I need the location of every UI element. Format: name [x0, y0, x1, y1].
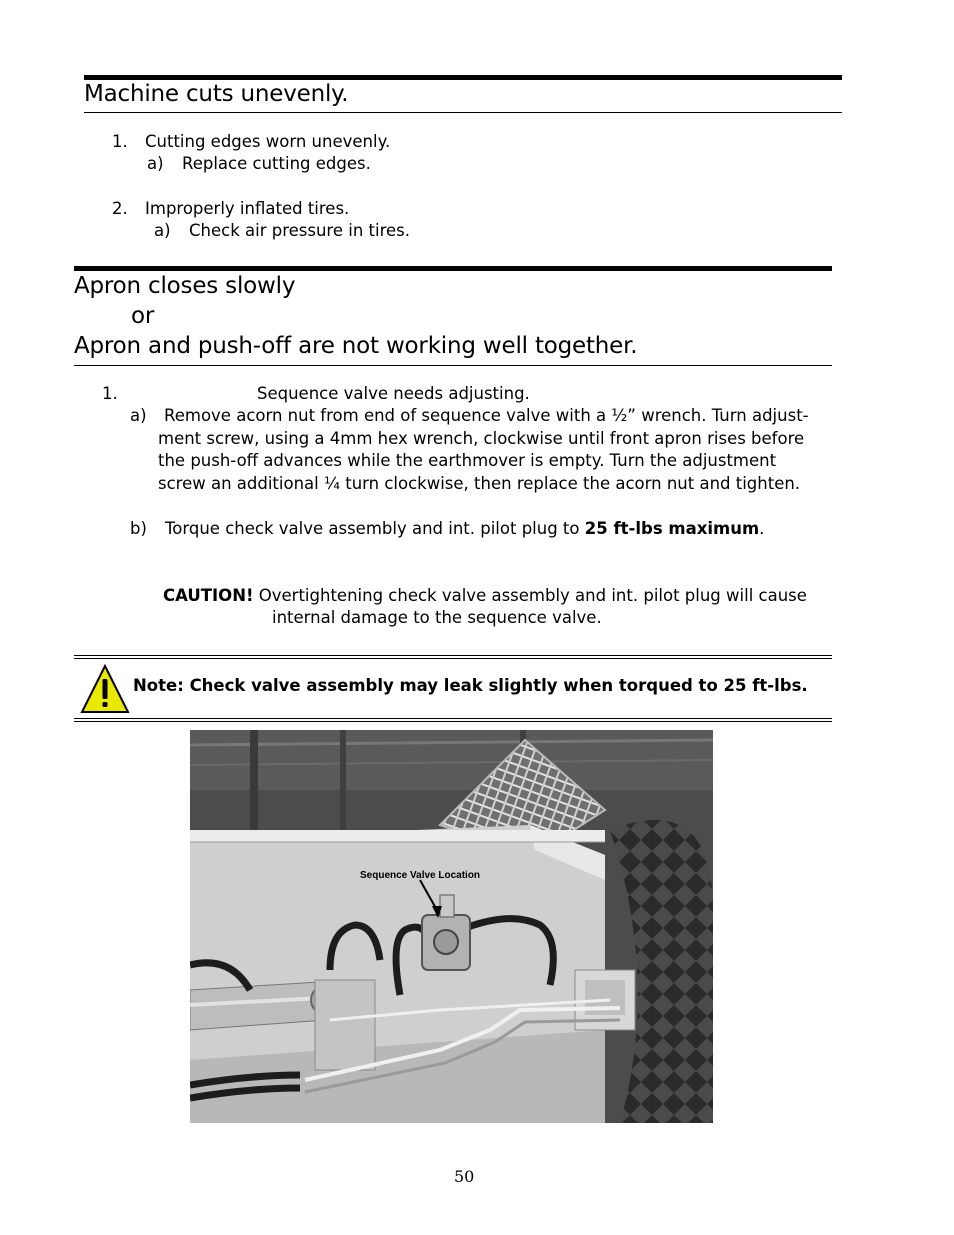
sub-item-text: Replace cutting edges.	[182, 154, 371, 173]
item-number: 1.	[112, 132, 128, 151]
page-number: 50	[454, 1167, 475, 1186]
step-b-text: Torque check valve assembly and int. pilot plug to 25 ft-lbs maximum.	[165, 519, 765, 538]
caution-line2: internal damage to the sequence valve.	[272, 608, 602, 627]
section2-title-line1: Apron closes slowly	[74, 273, 296, 299]
step-a-line: screw an additional ¼ turn clockwise, then replace the acorn nut and tighten.	[158, 474, 801, 493]
item-number: 1.	[102, 384, 118, 403]
sub-item-text: Check air pressure in tires.	[189, 221, 410, 240]
section1-top-rule	[84, 75, 842, 80]
warning-icon	[80, 664, 130, 714]
item-text: Improperly inflated tires.	[145, 199, 350, 218]
note-top-rule	[74, 658, 832, 659]
note-text: Note: Check valve assembly may leak slightly when torqued to 25 ft-lbs.	[133, 676, 808, 695]
section2-title-line2: Apron and push-off are not working well together.	[74, 333, 638, 359]
item-number: 2.	[112, 199, 128, 218]
step-b-letter: b)	[130, 519, 147, 538]
step-a-line: ment screw, using a 4mm hex wrench, clockwise until front apron rises before	[158, 429, 805, 448]
step-a-line: Remove acorn nut from end of sequence valve with a ½” wrench. Turn adjust-	[164, 406, 809, 425]
note-bottom-rule	[74, 721, 832, 722]
section2-bottom-rule	[74, 365, 832, 366]
sub-item-letter: a)	[154, 221, 171, 240]
step-a-line: the push-off advances while the earthmover is empty. Turn the adjustment	[158, 451, 777, 470]
note-bottom-rule	[74, 718, 832, 719]
item-text: Sequence valve needs adjusting.	[257, 384, 530, 403]
note-top-rule	[74, 655, 832, 656]
section1-title: Machine cuts unevenly.	[84, 81, 349, 107]
sequence-valve-photo	[190, 730, 713, 1123]
caution-label: CAUTION!	[163, 586, 254, 605]
sub-item-letter: a)	[147, 154, 164, 173]
caution-line1: CAUTION! Overtightening check valve assembly and int. pilot plug will cause	[163, 586, 807, 605]
item-text: Cutting edges worn unevenly.	[145, 132, 391, 151]
step-a-letter: a)	[130, 406, 147, 425]
photo-label: Sequence Valve Location	[360, 870, 481, 881]
torque-spec: 25 ft-lbs maximum	[584, 519, 760, 538]
section1-bottom-rule	[84, 112, 842, 113]
section2-title-or: or	[131, 303, 155, 329]
section2-top-rule	[74, 266, 832, 271]
